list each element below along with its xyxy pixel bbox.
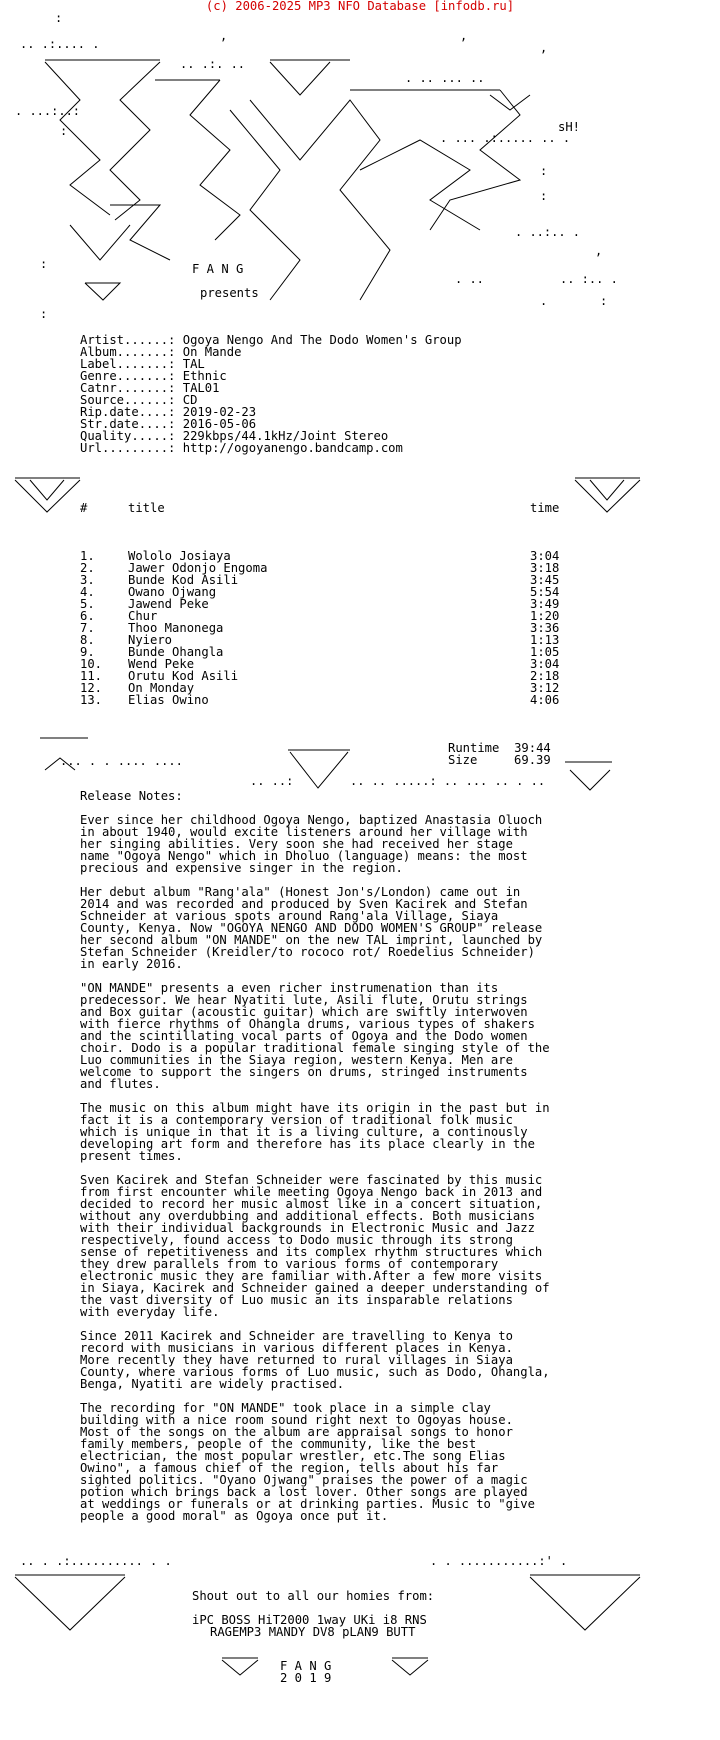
album-label: Album.......: bbox=[80, 345, 176, 359]
track-time: 3:45 bbox=[530, 573, 560, 587]
svg-text:.: . bbox=[540, 294, 548, 308]
svg-text:. ...:..:: . ...:..: bbox=[15, 104, 81, 118]
release-notes-line: "ON MANDE" presents a even richer instrumenation than its bbox=[80, 981, 499, 995]
release-notes-line: building with a nice room sound right next to Ogoyas house. bbox=[80, 1413, 513, 1427]
artist-value: Ogoya Nengo And The Dodo Women's Group bbox=[182, 333, 462, 347]
release-notes-line: and Box guitar (acoustic guitar) which are swiftly interwoven bbox=[80, 1005, 528, 1019]
size-label: Size bbox=[448, 753, 478, 767]
release-notes-line: without any overdubbing and additional effects. Both musicians bbox=[80, 1209, 535, 1223]
release-notes-line: Schneider at various spots around Rang'ala Village, Siaya bbox=[80, 909, 499, 923]
track-num: 11. bbox=[80, 669, 103, 683]
release-notes-line: sense of repetitiveness and its complex rhythm structures which bbox=[80, 1245, 543, 1259]
track-time: 3:04 bbox=[530, 657, 560, 671]
strdate-label: Str.date....: bbox=[80, 417, 176, 431]
release-notes-line: present times. bbox=[80, 1149, 183, 1163]
release-notes-line: 2014 and was recorded and produced by Sven Kacirek and Stefan bbox=[80, 897, 528, 911]
track-time: 4:06 bbox=[530, 693, 560, 707]
ripdate-value: 2019-02-23 bbox=[182, 405, 257, 419]
release-notes-line: sighted politics. "Oyano Ojwang" praises the power of a magic bbox=[80, 1473, 528, 1487]
track-title: Nyiero bbox=[128, 633, 173, 647]
label-label: Label.......: bbox=[80, 357, 176, 371]
svg-text:. .. ... ..: . .. ... .. bbox=[405, 71, 485, 85]
release-notes-line: with everyday life. bbox=[80, 1305, 220, 1319]
track-time: 1:05 bbox=[530, 645, 560, 659]
track-title: Wend Peke bbox=[128, 657, 195, 671]
track-title: On Monday bbox=[128, 681, 195, 695]
track-num: 9. bbox=[80, 645, 95, 659]
logo-tag: sH! bbox=[558, 120, 581, 134]
track-num: 5. bbox=[80, 597, 95, 611]
svg-text:,: , bbox=[220, 29, 228, 43]
logo-stroke bbox=[190, 80, 240, 240]
svg-text:. . ...........:' .: . . ...........:' . bbox=[430, 1554, 568, 1568]
release-notes-line: fact it is a contemporary version of traditional folk music bbox=[80, 1113, 513, 1127]
release-notes-line: electronic music they are familiar with.After a few more visits bbox=[80, 1269, 543, 1283]
svg-text:,: , bbox=[540, 41, 548, 55]
track-title: Elias Owino bbox=[128, 693, 209, 707]
svg-text::: : bbox=[40, 257, 48, 271]
svg-text:... . . .... ....: ... . . .... .... bbox=[60, 754, 183, 768]
shoutout-groups-1: iPC BOSS HiT2000 1way UKi i8 RNS bbox=[192, 1613, 427, 1627]
release-notes-line: Her debut album "Rang'ala" (Honest Jon's/London) came out in bbox=[80, 885, 521, 899]
track-num: 13. bbox=[80, 693, 103, 707]
track-title: Thoo Manonega bbox=[128, 621, 224, 635]
svg-text::: : bbox=[55, 11, 63, 25]
release-notes-line: Most of the songs on the album are appraisal songs to honor bbox=[80, 1425, 513, 1439]
track-num: 12. bbox=[80, 681, 103, 695]
release-notes-line: predecessor. We hear Nyatiti lute, Asili flute, Orutu strings bbox=[80, 993, 528, 1007]
logo-stroke bbox=[430, 90, 520, 230]
catnr-label: Catnr.......: bbox=[80, 381, 176, 395]
shoutout-groups-2: RAGEMP3 MANDY DV8 pLAN9 BUTT bbox=[210, 1625, 416, 1639]
release-notes-line: potion which brings back a lost lover. Other songs are played bbox=[80, 1485, 528, 1499]
logo-stroke bbox=[45, 62, 110, 215]
track-title: Bunde Ohangla bbox=[128, 645, 224, 659]
logo-stroke bbox=[70, 225, 130, 260]
tracklist-header-title: title bbox=[128, 501, 165, 515]
release-notes-line: with fierce rhythms of Ohangla drums, various types of shakers bbox=[80, 1017, 535, 1031]
release-notes-line: The recording for "ON MANDE" took place in a simple clay bbox=[80, 1401, 491, 1415]
track-num: 3. bbox=[80, 573, 95, 587]
logo-group-name: F A N G bbox=[192, 262, 244, 276]
fang-ascii-logo bbox=[0, 0, 720, 330]
catnr-value: TAL01 bbox=[182, 381, 220, 395]
svg-text:,: , bbox=[460, 29, 468, 43]
svg-text::: : bbox=[540, 164, 548, 178]
track-title: Wololo Josiaya bbox=[128, 549, 231, 563]
track-num: 4. bbox=[80, 585, 95, 599]
quality-value: 229kbps/44.1kHz/Joint Stereo bbox=[182, 429, 389, 443]
svg-text:.. .:.... .: .. .:.... . bbox=[20, 37, 100, 51]
release-notes-line: the vast diversity of Luo music an its insparable relations bbox=[80, 1293, 513, 1307]
logo-presents: presents bbox=[200, 286, 259, 300]
logo-stroke bbox=[85, 283, 120, 300]
release-notes-line: name "Ogoya Nengo" which in Dholuo (language) means: the most bbox=[80, 849, 528, 863]
track-num: 6. bbox=[80, 609, 95, 623]
genre-label: Genre.......: bbox=[80, 369, 176, 383]
album-value: On Mande bbox=[182, 345, 242, 359]
release-notes-line: Benga, Nyatiti are widely practised. bbox=[80, 1377, 345, 1391]
release-notes-line: developing art form and therefore has its place clearly in the bbox=[80, 1137, 535, 1151]
svg-text:. ..: . .. bbox=[455, 272, 484, 286]
release-notes-line: Ever since her childhood Ogoya Nengo, baptized Anastasia Oluoch bbox=[80, 813, 543, 827]
release-notes-line: respectively, found access to Dodo music through its strong bbox=[80, 1233, 513, 1247]
svg-text:. ... .:..... .. .: . ... .:..... .. . bbox=[440, 131, 571, 145]
shoutout-line: Shout out to all our homies from: bbox=[192, 1589, 435, 1603]
runtime-value: 39:44 bbox=[514, 741, 551, 755]
release-notes-line: decided to record her music almost like in a concert situation, bbox=[80, 1197, 543, 1211]
tracklist-header-number: # bbox=[80, 501, 88, 515]
release-notes-line: electrician, the most popular wrestler, etc.The song Elias bbox=[80, 1449, 506, 1463]
tracklist-frame-art bbox=[0, 470, 720, 530]
release-notes-line: and the scintillating vocal parts of Ogoya and the Dodo women bbox=[80, 1029, 528, 1043]
source-value: CD bbox=[182, 393, 198, 407]
track-title: Jawer Odonjo Engoma bbox=[128, 561, 268, 575]
runtime-label: Runtime bbox=[448, 741, 500, 755]
release-notes-line: her second album "ON MANDE" on the new TAL imprint, launched by bbox=[80, 933, 543, 947]
release-notes-line: and flutes. bbox=[80, 1077, 161, 1091]
copyright-banner: (c) 2006-2025 MP3 NFO Database [infodb.ru] bbox=[205, 0, 515, 13]
release-notes-line: Owino", a famous chief of the region, tells about his far bbox=[80, 1461, 499, 1475]
release-notes-line: Sven Kacirek and Stefan Schneider were fascinated by this music bbox=[80, 1173, 543, 1187]
track-title: Chur bbox=[128, 609, 158, 623]
track-time: 2:18 bbox=[530, 669, 560, 683]
url-label: Url.........: bbox=[80, 441, 176, 455]
track-time: 3:04 bbox=[530, 549, 560, 563]
svg-text:.. ..:: .. ..: bbox=[250, 774, 294, 788]
track-title: Owano Ojwang bbox=[128, 585, 217, 599]
track-num: 10. bbox=[80, 657, 103, 671]
quality-label: Quality.....: bbox=[80, 429, 176, 443]
release-notes-line: which is unique in that it is a living culture, a continously bbox=[80, 1125, 528, 1139]
track-time: 5:54 bbox=[530, 585, 560, 599]
signature-group: F A N G bbox=[280, 1659, 332, 1673]
track-title: Orutu Kod Asili bbox=[128, 669, 239, 683]
svg-text:.. .. .....: .. ... .. . ..: .. .. .....: .. ... .. . .. bbox=[350, 774, 546, 788]
logo-stroke bbox=[110, 205, 170, 260]
release-notes-line: Stefan Schneider (Kreidler/to rococo rot/ Roedelius Schneider) bbox=[80, 945, 535, 959]
source-label: Source......: bbox=[80, 393, 176, 407]
release-notes-line: Luo communities in the Siaya region, western Kenya. Men are bbox=[80, 1053, 513, 1067]
track-title: Jawend Peke bbox=[128, 597, 209, 611]
label-value: TAL bbox=[182, 357, 205, 371]
track-num: 7. bbox=[80, 621, 95, 635]
release-notes-line: at weddings or funerals or at drinking parties. Music to "give bbox=[80, 1497, 535, 1511]
release-notes-line: with their individual backgrounds in Electronic Music and Jazz bbox=[80, 1221, 535, 1235]
release-notes-line: her singing abilities. Very soon she had received her stage bbox=[80, 837, 513, 851]
svg-text:.. . .:.......... . .: .. . .:.......... . . bbox=[20, 1554, 172, 1568]
track-time: 3:18 bbox=[530, 561, 560, 575]
track-num: 1. bbox=[80, 549, 95, 563]
track-time: 1:20 bbox=[530, 609, 560, 623]
logo-stroke bbox=[270, 62, 330, 95]
release-notes-line: in Siaya, Kacirek and Schneider gained a deeper understanding of bbox=[80, 1281, 550, 1295]
track-time: 3:36 bbox=[530, 621, 560, 635]
release-notes-line: record with musicians in various different places in Kenya. bbox=[80, 1341, 513, 1355]
track-num: 2. bbox=[80, 561, 95, 575]
logo-stroke bbox=[110, 62, 160, 220]
svg-text::: : bbox=[540, 189, 548, 203]
track-title: Bunde Kod Asili bbox=[128, 573, 239, 587]
svg-text:,: , bbox=[595, 244, 603, 258]
size-value: 69.39 bbox=[514, 753, 551, 767]
svg-text:. ..:.. .: . ..:.. . bbox=[515, 225, 581, 239]
release-notes-line: family members, people of the community, like the best bbox=[80, 1437, 477, 1451]
strdate-value: 2016-05-06 bbox=[182, 417, 257, 431]
release-notes-line: precious and expensive singer in the region. bbox=[80, 861, 403, 875]
release-notes-line: The music on this album might have its origin in the past but in bbox=[80, 1101, 550, 1115]
logo-stroke bbox=[250, 100, 390, 300]
svg-text::: : bbox=[60, 124, 68, 138]
track-time: 3:12 bbox=[530, 681, 560, 695]
release-notes-line: from first encounter while meeting Ogoya Nengo back in 2013 and bbox=[80, 1185, 543, 1199]
signature-year: 2 0 1 9 bbox=[280, 1671, 332, 1685]
release-notes-line: welcome to support the singers on drums, stringed instruments bbox=[80, 1065, 528, 1079]
svg-text::: : bbox=[40, 307, 48, 321]
track-num: 8. bbox=[80, 633, 95, 647]
url-value[interactable]: http://ogoyanengo.bandcamp.com bbox=[182, 441, 403, 455]
release-notes-line: people a good moral" as Ogoya once put it. bbox=[80, 1509, 389, 1523]
svg-text:.. :.. .: .. :.. . bbox=[560, 272, 618, 286]
release-notes-line: choir. Dodo is a popular traditional female singing style of the bbox=[80, 1041, 550, 1055]
release-notes-line: County, Kenya. Now "OGOYA NENGO AND DODO WOMEN'S GROUP" release bbox=[80, 921, 543, 935]
svg-text:.. .:. ..: .. .:. .. bbox=[180, 57, 246, 71]
svg-text::: : bbox=[600, 294, 608, 308]
track-time: 1:13 bbox=[530, 633, 560, 647]
track-time: 3:49 bbox=[530, 597, 560, 611]
release-notes-line: they drew parallels from to various forms of contemporary bbox=[80, 1257, 499, 1271]
tracklist-header-time: time bbox=[530, 501, 560, 515]
ripdate-label: Rip.date....: bbox=[80, 405, 176, 419]
release-notes-line: in early 2016. bbox=[80, 957, 183, 971]
release-notes-line: County, where various forms of Luo music, such as Dodo, Ohangla, bbox=[80, 1365, 550, 1379]
artist-label: Artist......: bbox=[80, 333, 176, 347]
release-notes-line: in about 1940, would excite listeners around her village with bbox=[80, 825, 528, 839]
release-notes-line: Since 2011 Kacirek and Schneider are travelling to Kenya to bbox=[80, 1329, 513, 1343]
logo-stroke bbox=[360, 140, 480, 230]
genre-value: Ethnic bbox=[182, 369, 227, 383]
release-notes-heading: Release Notes: bbox=[80, 789, 183, 803]
release-notes-line: More recently they have returned to rural villages in Siaya bbox=[80, 1353, 513, 1367]
